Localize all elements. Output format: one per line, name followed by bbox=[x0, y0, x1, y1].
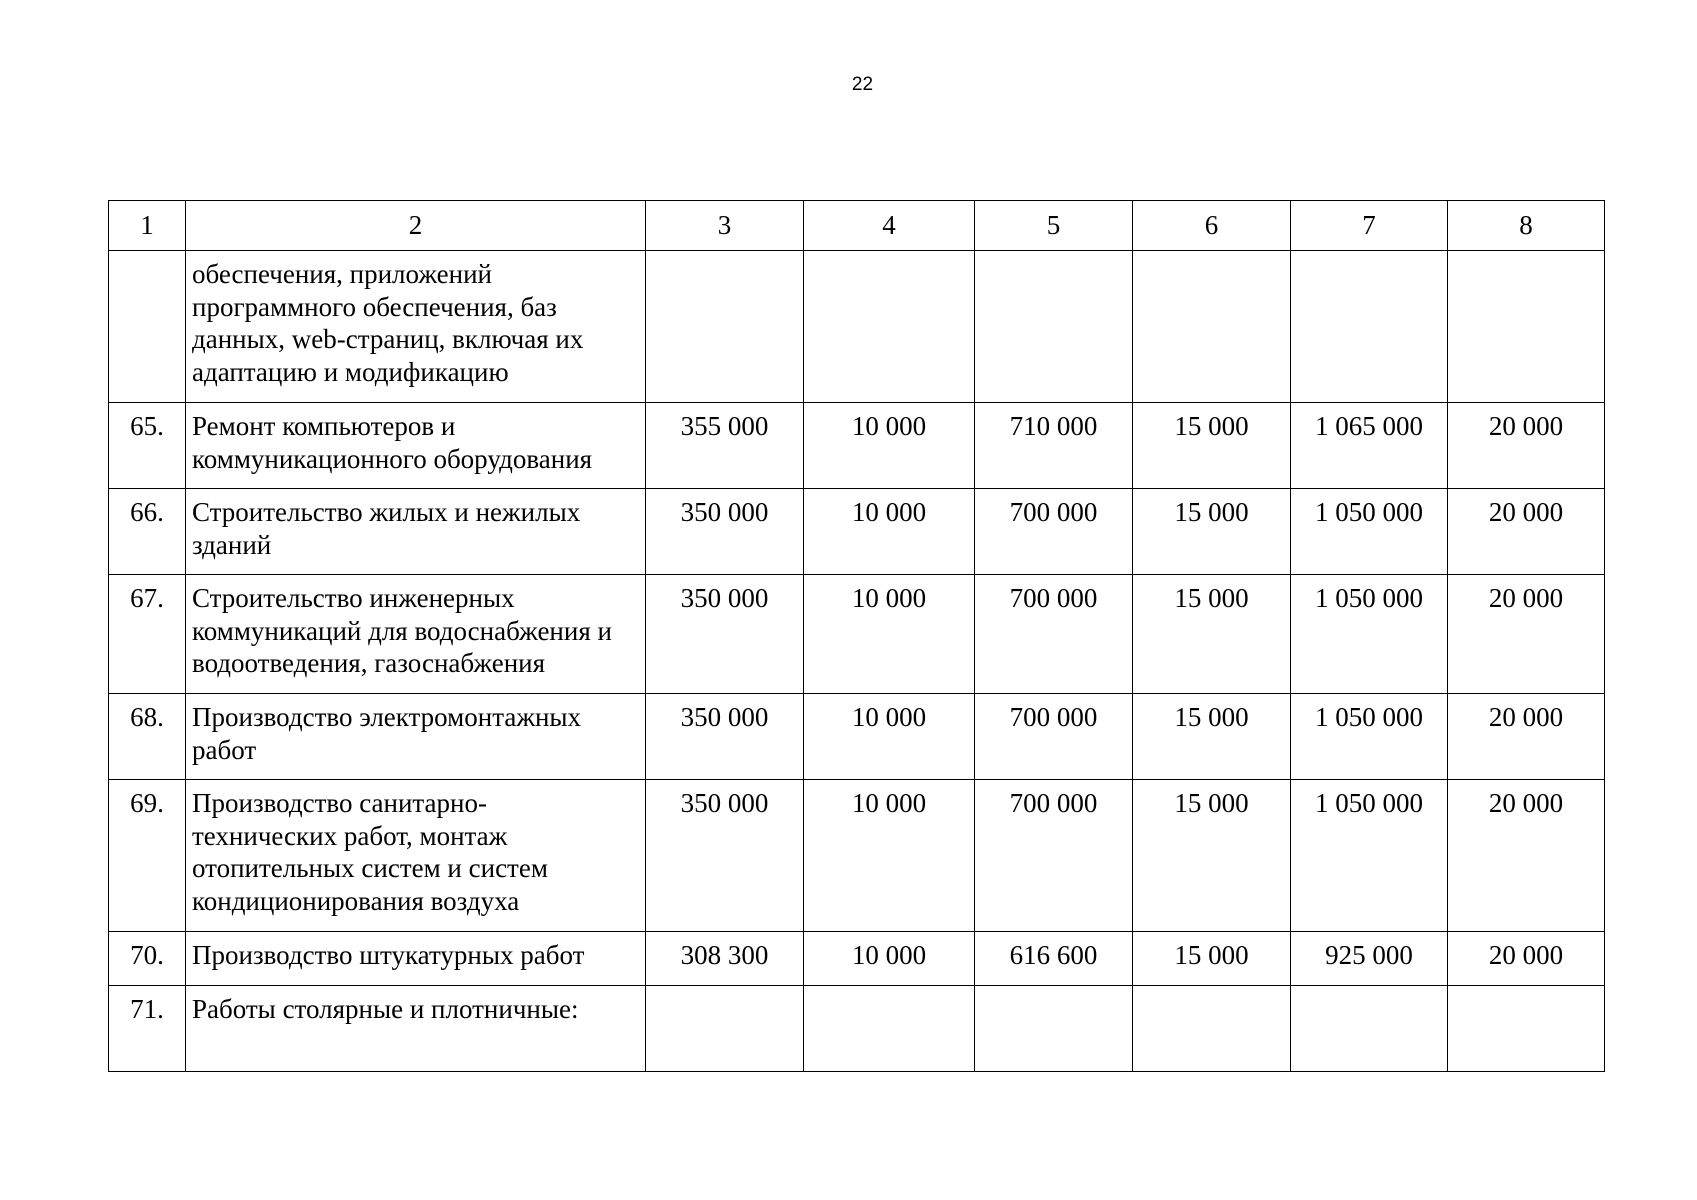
activity-description-cell bbox=[186, 780, 646, 932]
value-cell: 1 065 000 bbox=[1291, 403, 1448, 489]
value-cell: 10 000 bbox=[804, 575, 975, 694]
value-cell: 20 000 bbox=[1448, 780, 1605, 932]
row-number-cell: 71. bbox=[109, 986, 186, 1072]
table-row bbox=[109, 489, 1605, 575]
description-line: отопительных систем и систем bbox=[192, 853, 548, 883]
activity-description-cell bbox=[186, 694, 646, 780]
column-header: 5 bbox=[975, 201, 1133, 251]
description-line bbox=[192, 1026, 639, 1059]
value-cell: 10 000 bbox=[804, 932, 975, 986]
value-cell bbox=[804, 251, 975, 403]
value-cell bbox=[1133, 986, 1291, 1072]
column-header: 6 bbox=[1133, 201, 1291, 251]
value-cell: 925 000 bbox=[1291, 932, 1448, 986]
description-line: работ bbox=[192, 734, 257, 765]
description-line: коммуникационного оборудования bbox=[192, 443, 593, 474]
table-body bbox=[109, 201, 1605, 1072]
description-line: Строительство инженерных bbox=[192, 583, 515, 613]
value-cell: 1 050 000 bbox=[1291, 780, 1448, 932]
table-row bbox=[109, 694, 1605, 780]
description-line: Строительство жилых и нежилых bbox=[192, 497, 581, 527]
activity-description-cell bbox=[186, 251, 646, 403]
description-line: водоотведения, газоснабжения bbox=[192, 648, 546, 678]
description-line: коммуникаций для водоснабжения и bbox=[192, 615, 612, 646]
value-cell bbox=[1448, 251, 1605, 403]
description-line: обеспечения, приложений bbox=[192, 259, 492, 289]
activity-description-cell bbox=[186, 489, 646, 575]
table-row bbox=[109, 403, 1605, 489]
row-number-cell bbox=[109, 251, 186, 403]
value-cell: 15 000 bbox=[1133, 932, 1291, 986]
value-cell: 20 000 bbox=[1448, 932, 1605, 986]
value-cell: 616 600 bbox=[975, 932, 1133, 986]
table-row bbox=[109, 780, 1605, 932]
value-cell: 350 000 bbox=[646, 575, 804, 694]
description-line: Производство электромонтажных bbox=[192, 702, 582, 732]
description-line: Ремонт компьютеров и bbox=[192, 411, 456, 441]
value-cell: 710 000 bbox=[975, 403, 1133, 489]
document-table bbox=[108, 200, 1605, 1072]
value-cell bbox=[1133, 251, 1291, 403]
value-cell: 1 050 000 bbox=[1291, 489, 1448, 575]
value-cell bbox=[1448, 986, 1605, 1072]
description-line: Производство санитарно- bbox=[192, 788, 487, 818]
value-cell: 15 000 bbox=[1133, 575, 1291, 694]
description-line: кондиционирования воздуха bbox=[192, 885, 520, 916]
column-header: 1 bbox=[109, 201, 186, 251]
table-row bbox=[109, 575, 1605, 694]
column-header: 3 bbox=[646, 201, 804, 251]
row-number-cell: 66. bbox=[109, 489, 186, 575]
value-cell: 10 000 bbox=[804, 489, 975, 575]
value-cell: 20 000 bbox=[1448, 575, 1605, 694]
value-cell: 700 000 bbox=[975, 489, 1133, 575]
value-cell: 10 000 bbox=[804, 694, 975, 780]
row-number-cell: 67. bbox=[109, 575, 186, 694]
activity-description-cell bbox=[186, 932, 646, 986]
description-line: Работы столярные и плотничные: bbox=[192, 994, 579, 1024]
column-header: 2 bbox=[186, 201, 646, 251]
row-number-cell: 65. bbox=[109, 403, 186, 489]
column-header: 8 bbox=[1448, 201, 1605, 251]
page-number: 22 bbox=[851, 74, 874, 95]
value-cell: 350 000 bbox=[646, 694, 804, 780]
description-line: данных, web-страниц, включая их bbox=[192, 324, 584, 354]
value-cell: 20 000 bbox=[1448, 694, 1605, 780]
value-cell: 15 000 bbox=[1133, 694, 1291, 780]
value-cell bbox=[975, 986, 1133, 1072]
value-cell bbox=[975, 251, 1133, 403]
value-cell: 20 000 bbox=[1448, 403, 1605, 489]
value-cell: 350 000 bbox=[646, 780, 804, 932]
activity-description-cell bbox=[186, 575, 646, 694]
table-row bbox=[109, 986, 1605, 1072]
value-cell: 308 300 bbox=[646, 932, 804, 986]
value-cell bbox=[646, 251, 804, 403]
value-cell: 350 000 bbox=[646, 489, 804, 575]
value-cell: 1 050 000 bbox=[1291, 694, 1448, 780]
value-cell: 700 000 bbox=[975, 780, 1133, 932]
value-cell: 20 000 bbox=[1448, 489, 1605, 575]
value-cell: 15 000 bbox=[1133, 489, 1291, 575]
value-cell: 700 000 bbox=[975, 575, 1133, 694]
value-cell bbox=[1291, 251, 1448, 403]
value-cell: 15 000 bbox=[1133, 403, 1291, 489]
table-row bbox=[109, 251, 1605, 403]
value-cell bbox=[1291, 986, 1448, 1072]
table-header-row bbox=[109, 201, 1605, 251]
value-cell bbox=[804, 986, 975, 1072]
row-number-cell: 69. bbox=[109, 780, 186, 932]
value-cell: 10 000 bbox=[804, 780, 975, 932]
column-header: 4 bbox=[804, 201, 975, 251]
description-line: адаптацию и модификацию bbox=[192, 356, 509, 387]
description-line: программного обеспечения, баз bbox=[192, 291, 557, 322]
description-line: зданий bbox=[192, 529, 272, 560]
description-line: Производство штукатурных работ bbox=[192, 940, 585, 970]
value-cell bbox=[646, 986, 804, 1072]
description-line: технических работ, монтаж bbox=[192, 820, 508, 851]
row-number-cell: 68. bbox=[109, 694, 186, 780]
row-number-cell: 70. bbox=[109, 932, 186, 986]
value-cell: 1 050 000 bbox=[1291, 575, 1448, 694]
activity-description-cell bbox=[186, 986, 646, 1072]
table-row bbox=[109, 932, 1605, 986]
value-cell: 700 000 bbox=[975, 694, 1133, 780]
value-cell: 355 000 bbox=[646, 403, 804, 489]
value-cell: 10 000 bbox=[804, 403, 975, 489]
value-cell: 15 000 bbox=[1133, 780, 1291, 932]
column-header: 7 bbox=[1291, 201, 1448, 251]
activity-description-cell bbox=[186, 403, 646, 489]
